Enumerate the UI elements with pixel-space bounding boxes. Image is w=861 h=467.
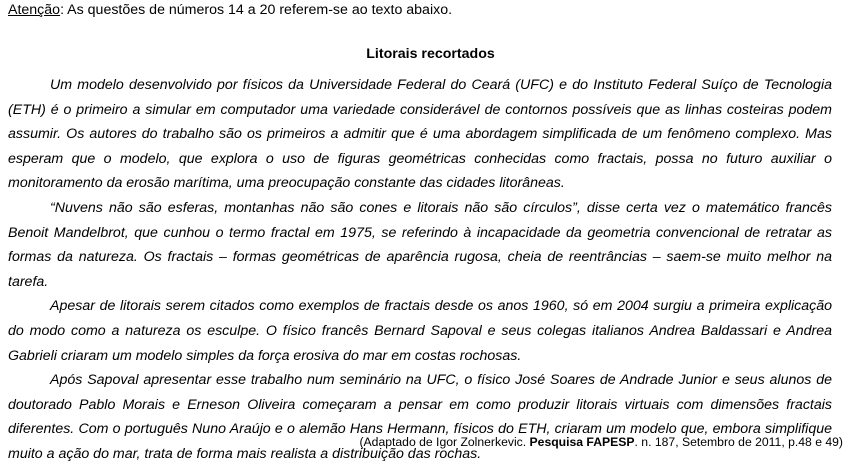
citation-prefix: (Adaptado de Igor Zolnerkevic. [359,435,530,449]
article-paragraph: Após Sapoval apresentar esse trabalho num seminário na UFC, o físico José Soares de Andrade Junior e seus alunos de doutorado Pablo Morais e Erneson Oliveira começaram a pensar em como produzir litorais virtuais com dimensões fractais diferentes. Com o português Nuno Araújo e o alemão Hans Hermann, físicos do ETH, criaram um modelo que, embora simplifique muito a ação do mar, trata de forma mais realista a distribuição das rochas. [8,372,832,462]
instructions-notice [8,0,452,20]
notice-text: : As questões de números 14 a 20 referem-se ao texto abaixo. [60,2,453,18]
article-paragraph: “Nuvens não são esferas, montanhas não são cones e litorais não são círculos”, disse certa vez o matemático francês Benoit Mandelbrot, que cunhou o termo fractal em 1975, se referindo à incapacidade da geometria convencional de retratar as formas da natureza. Os fractais – formas geométricas de aparência rugosa, cheia de reentrâncias – saem-se muito melhor na tarefa. [8,199,832,290]
article-paragraph: Um modelo desenvolvido por físicos da Universidade Federal do Ceará (UFC) e do Instituto Federal Suíço de Tecnologia (ETH) é o primeiro a simular em computador uma variedade considerável de contornos possíveis que as linhas costeiras podem assumir. Os autores do trabalho são os primeiros a admitir que é uma abordagem simplificada de um fenômeno complexo. Mas esperam que o modelo, que explora o uso de figuras geométricas conhecidas como fractais, possa no futuro auxiliar o monitoramento da erosão marítima, uma preocupação constante das cidades litorâneas. [8,77,832,192]
source-citation [359,433,843,451]
citation-publication: Pesquisa FAPESP [529,435,635,449]
article-title: Litorais recortados [366,46,495,62]
citation-suffix: . n. 187, Setembro de 2011, p.48 e 49) [634,435,843,449]
article-body [8,73,832,467]
article-paragraph: Apesar de litorais serem citados como exemplos de fractais desde os anos 1960, só em 2004 surgiu a primeira explicação do modo como a natureza os esculpe. O físico francês Bernard Sapoval e seus colegas italianos Andrea Baldassari e Andrea Gabrieli criaram um modelo simples da força erosiva do mar em costas rochosas. [8,298,832,364]
notice-label: Atenção [8,2,61,18]
